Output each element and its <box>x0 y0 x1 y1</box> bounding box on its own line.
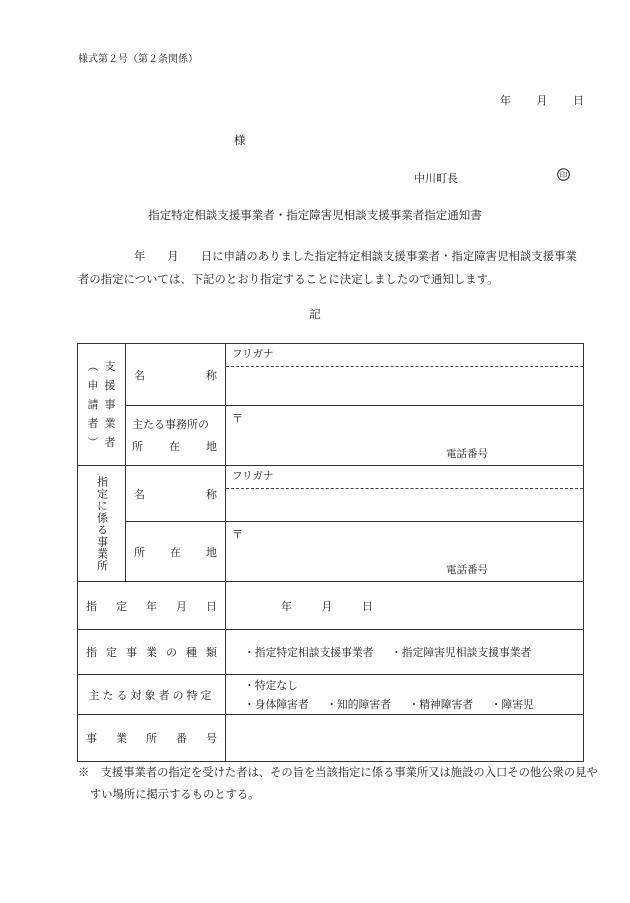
target-row <box>78 675 584 715</box>
designated-name-value-cell[interactable] <box>226 466 584 522</box>
seal-icon <box>557 168 570 181</box>
office-label: 主たる事務所の 所 在 地 <box>132 417 217 453</box>
target-value-cell[interactable] <box>226 675 584 715</box>
target-label: 主たる対象者の特定 <box>88 688 215 702</box>
phone-label: 電話番号 <box>446 448 488 460</box>
designation-date-value: 年 月 日 <box>281 599 373 613</box>
office-number-label: 事 業 所 番 号 <box>86 732 217 745</box>
business-type-value-cell[interactable] <box>226 630 584 675</box>
applicant-name-row <box>78 344 584 406</box>
office-number-label-cell <box>78 715 226 762</box>
applicant-name-value-cell[interactable] <box>226 344 584 406</box>
designation-table <box>77 343 584 762</box>
body-year: 年 <box>134 250 146 263</box>
designated-office-label-cell <box>78 466 126 582</box>
designation-date-value-cell[interactable] <box>226 582 584 630</box>
postal-mark: 〒 <box>232 412 243 425</box>
applicant-office-row <box>78 406 584 466</box>
option-child[interactable]: ・障害児 <box>490 697 534 711</box>
body-month: 月 <box>167 250 179 263</box>
designation-date-label-cell <box>78 582 226 630</box>
footnote: ※ 支援事業者の指定を受けた者は、その旨を当該指定に係る事業所又は施設の入口その他公衆の見やすい場所に掲示するものとする。 <box>78 766 598 801</box>
body-text: 日に申請のありました指定特定相談支援事業者・指定障害児相談支援事業者の指定については、下記のとおり指定することに決定しましたので通知します。 <box>78 250 577 286</box>
designated-office-label: 指定に係る事業所 <box>95 475 109 572</box>
designated-office-name-row <box>78 466 584 522</box>
date-header <box>478 92 584 108</box>
business-type-label: 指 定 事 業 の 種 類 <box>86 646 217 659</box>
business-type-row <box>78 630 584 675</box>
target-label-cell <box>78 675 226 715</box>
option-specified-consultation[interactable]: ・指定特定相談支援事業者 <box>244 645 374 659</box>
designated-name-label-cell <box>126 466 226 522</box>
office-number-row <box>78 715 584 762</box>
office-number-value-cell[interactable] <box>226 715 584 762</box>
date-month-label: 月 <box>536 94 548 107</box>
designation-date-row <box>78 582 584 630</box>
designated-location-value-cell[interactable] <box>226 522 584 582</box>
designated-location-row <box>78 522 584 582</box>
location-label: 所 在 地 <box>134 545 217 559</box>
option-none[interactable]: ・特定なし <box>244 678 298 692</box>
option-intellectual[interactable]: ・知的障害者 <box>326 697 391 711</box>
document-title: 指定特定相談支援事業者・指定障害児相談支援事業者指定通知書 <box>148 208 482 222</box>
body-paragraph <box>78 245 586 291</box>
applicant-label: ︵ 申 請 者 ︶ 支 援 事 業 者 <box>87 360 116 449</box>
option-child-consultation[interactable]: ・指定障害児相談支援事業者 <box>391 645 532 659</box>
designated-postal-mark: 〒 <box>232 528 243 541</box>
option-mental[interactable]: ・精神障害者 <box>408 697 474 711</box>
business-type-label-cell <box>78 630 226 675</box>
designated-phone-label: 電話番号 <box>446 564 488 576</box>
record-label: 記 <box>309 307 321 321</box>
designated-furigana-label: フリガナ <box>226 466 583 489</box>
applicant-name-label-cell <box>126 344 226 406</box>
location-label-cell <box>126 522 226 582</box>
option-physical[interactable]: ・身体障害者 <box>244 697 309 711</box>
business-type-options <box>226 645 583 660</box>
office-label-cell <box>126 406 226 466</box>
date-year-label: 年 <box>500 94 511 107</box>
form-number: 様式第２号（第２条関係） <box>78 54 198 65</box>
issuer-name: 中川町長 <box>414 172 458 185</box>
designated-name-label: 名 称 <box>134 487 217 501</box>
name-label: 名 称 <box>134 368 217 382</box>
target-options <box>226 676 583 714</box>
addressee-suffix: 様 <box>234 133 246 147</box>
applicant-label-cell <box>78 344 126 466</box>
seal-text: 印 <box>559 170 568 180</box>
designation-date-label: 指 定 年 月 日 <box>86 599 217 613</box>
seal-mark <box>557 168 570 184</box>
date-day-label: 日 <box>573 94 584 107</box>
applicant-office-value-cell[interactable] <box>226 406 584 466</box>
furigana-label: フリガナ <box>226 344 583 367</box>
